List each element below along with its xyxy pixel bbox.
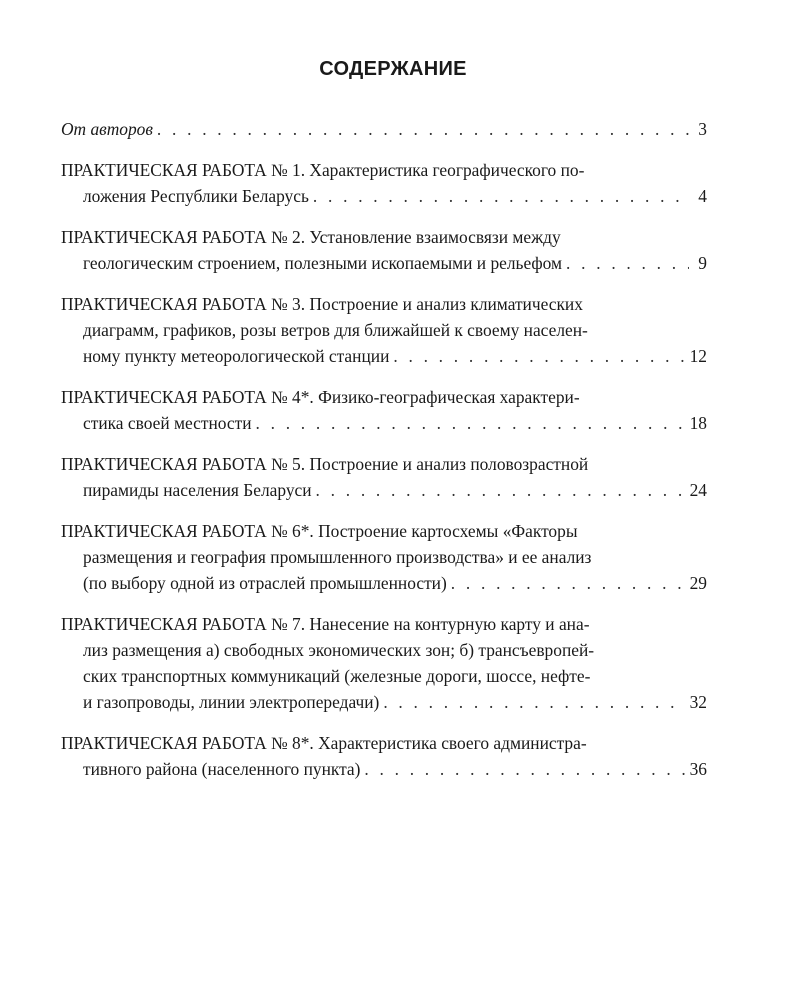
toc-entry-last-line <box>61 343 707 369</box>
toc-page-number: 9 <box>698 253 707 273</box>
toc-page-number: 18 <box>689 413 707 433</box>
toc-page-number: 12 <box>689 346 707 366</box>
dot-leader <box>316 477 686 503</box>
toc-entry-line: ПРАКТИЧЕСКАЯ РАБОТА № 7. Нанесение на контурную карту и ана- <box>61 614 590 634</box>
toc-entry-last-line <box>61 756 707 782</box>
toc-entry-line: размещения и география промышленного производства» и ее анализ <box>83 547 592 567</box>
toc-entry-work-3[interactable] <box>61 291 707 369</box>
toc-entry-last-line <box>61 689 707 715</box>
toc-entry-line: ПРАКТИЧЕСКАЯ РАБОТА № 5. Построение и анализ половозрастной <box>61 454 589 474</box>
toc-entry-line: ПРАКТИЧЕСКАЯ РАБОТА № 8*. Характеристика своего администра- <box>61 733 587 753</box>
toc-entry-last-line <box>61 410 707 436</box>
toc-page-number: 32 <box>689 692 707 712</box>
toc-entry-line: ПРАКТИЧЕСКАЯ РАБОТА № 6*. Построение картосхемы «Факторы <box>61 521 578 541</box>
dot-leader <box>157 116 689 142</box>
table-of-contents <box>61 116 707 797</box>
page-title: СОДЕРЖАНИЕ <box>319 58 467 80</box>
dot-leader <box>364 756 685 782</box>
toc-page-number: 29 <box>689 573 707 593</box>
toc-entry-title-end: стика своей местности <box>83 413 252 433</box>
dot-leader <box>313 183 689 209</box>
toc-entry-title-end: (по выбору одной из отраслей промышленности) <box>83 573 447 593</box>
dot-leader <box>393 343 685 369</box>
toc-entry-from-authors[interactable] <box>61 116 707 142</box>
toc-entry-work-5[interactable] <box>61 451 707 503</box>
dot-leader <box>383 689 685 715</box>
toc-entry-last-line <box>61 477 707 503</box>
toc-entry-title-end: ному пункту метеорологической станции <box>83 346 390 366</box>
dot-leader <box>256 410 686 436</box>
toc-entry-last-line <box>61 116 707 142</box>
toc-page-number: 24 <box>689 480 707 500</box>
toc-entry-title: От авторов <box>61 119 153 139</box>
toc-page-number: 36 <box>689 759 707 779</box>
toc-entry-work-4[interactable] <box>61 384 707 436</box>
dot-leader <box>566 250 689 276</box>
toc-entry-last-line <box>61 183 707 209</box>
toc-entry-work-7[interactable] <box>61 611 707 715</box>
toc-entry-title-end: и газопроводы, линии электропередачи) <box>83 692 380 712</box>
toc-entry-title-end: пирамиды населения Беларуси <box>83 480 312 500</box>
toc-entry-work-6[interactable] <box>61 518 707 596</box>
toc-entry-line: ПРАКТИЧЕСКАЯ РАБОТА № 1. Характеристика географического по- <box>61 160 585 180</box>
toc-entry-work-2[interactable] <box>61 224 707 276</box>
toc-entry-line: ПРАКТИЧЕСКАЯ РАБОТА № 4*. Физико-географическая характери- <box>61 387 580 407</box>
toc-entry-title-end: геологическим строением, полезными ископаемыми и рельефом <box>83 253 563 273</box>
toc-entry-line: ских транспортных коммуникаций (железные дороги, шоссе, нефте- <box>83 666 591 686</box>
toc-entry-title-end: тивного района (населенного пункта) <box>83 759 361 779</box>
toc-entry-work-1[interactable] <box>61 157 707 209</box>
toc-entry-line: диаграмм, графиков, розы ветров для ближайшей к своему населен- <box>83 320 588 340</box>
dot-leader <box>451 570 686 596</box>
toc-page-number: 4 <box>698 186 707 206</box>
toc-entry-line: ПРАКТИЧЕСКАЯ РАБОТА № 2. Установление взаимосвязи между <box>61 227 561 247</box>
toc-entry-title-end: ложения Республики Беларусь <box>83 186 309 206</box>
toc-entry-work-8[interactable] <box>61 730 707 782</box>
toc-page-number: 3 <box>698 119 707 139</box>
toc-entry-line: ПРАКТИЧЕСКАЯ РАБОТА № 3. Построение и анализ климатических <box>61 294 583 314</box>
toc-entry-last-line <box>61 250 707 276</box>
toc-entry-line: лиз размещения а) свободных экономических зон; б) трансъевропей- <box>83 640 595 660</box>
toc-entry-last-line <box>61 570 707 596</box>
